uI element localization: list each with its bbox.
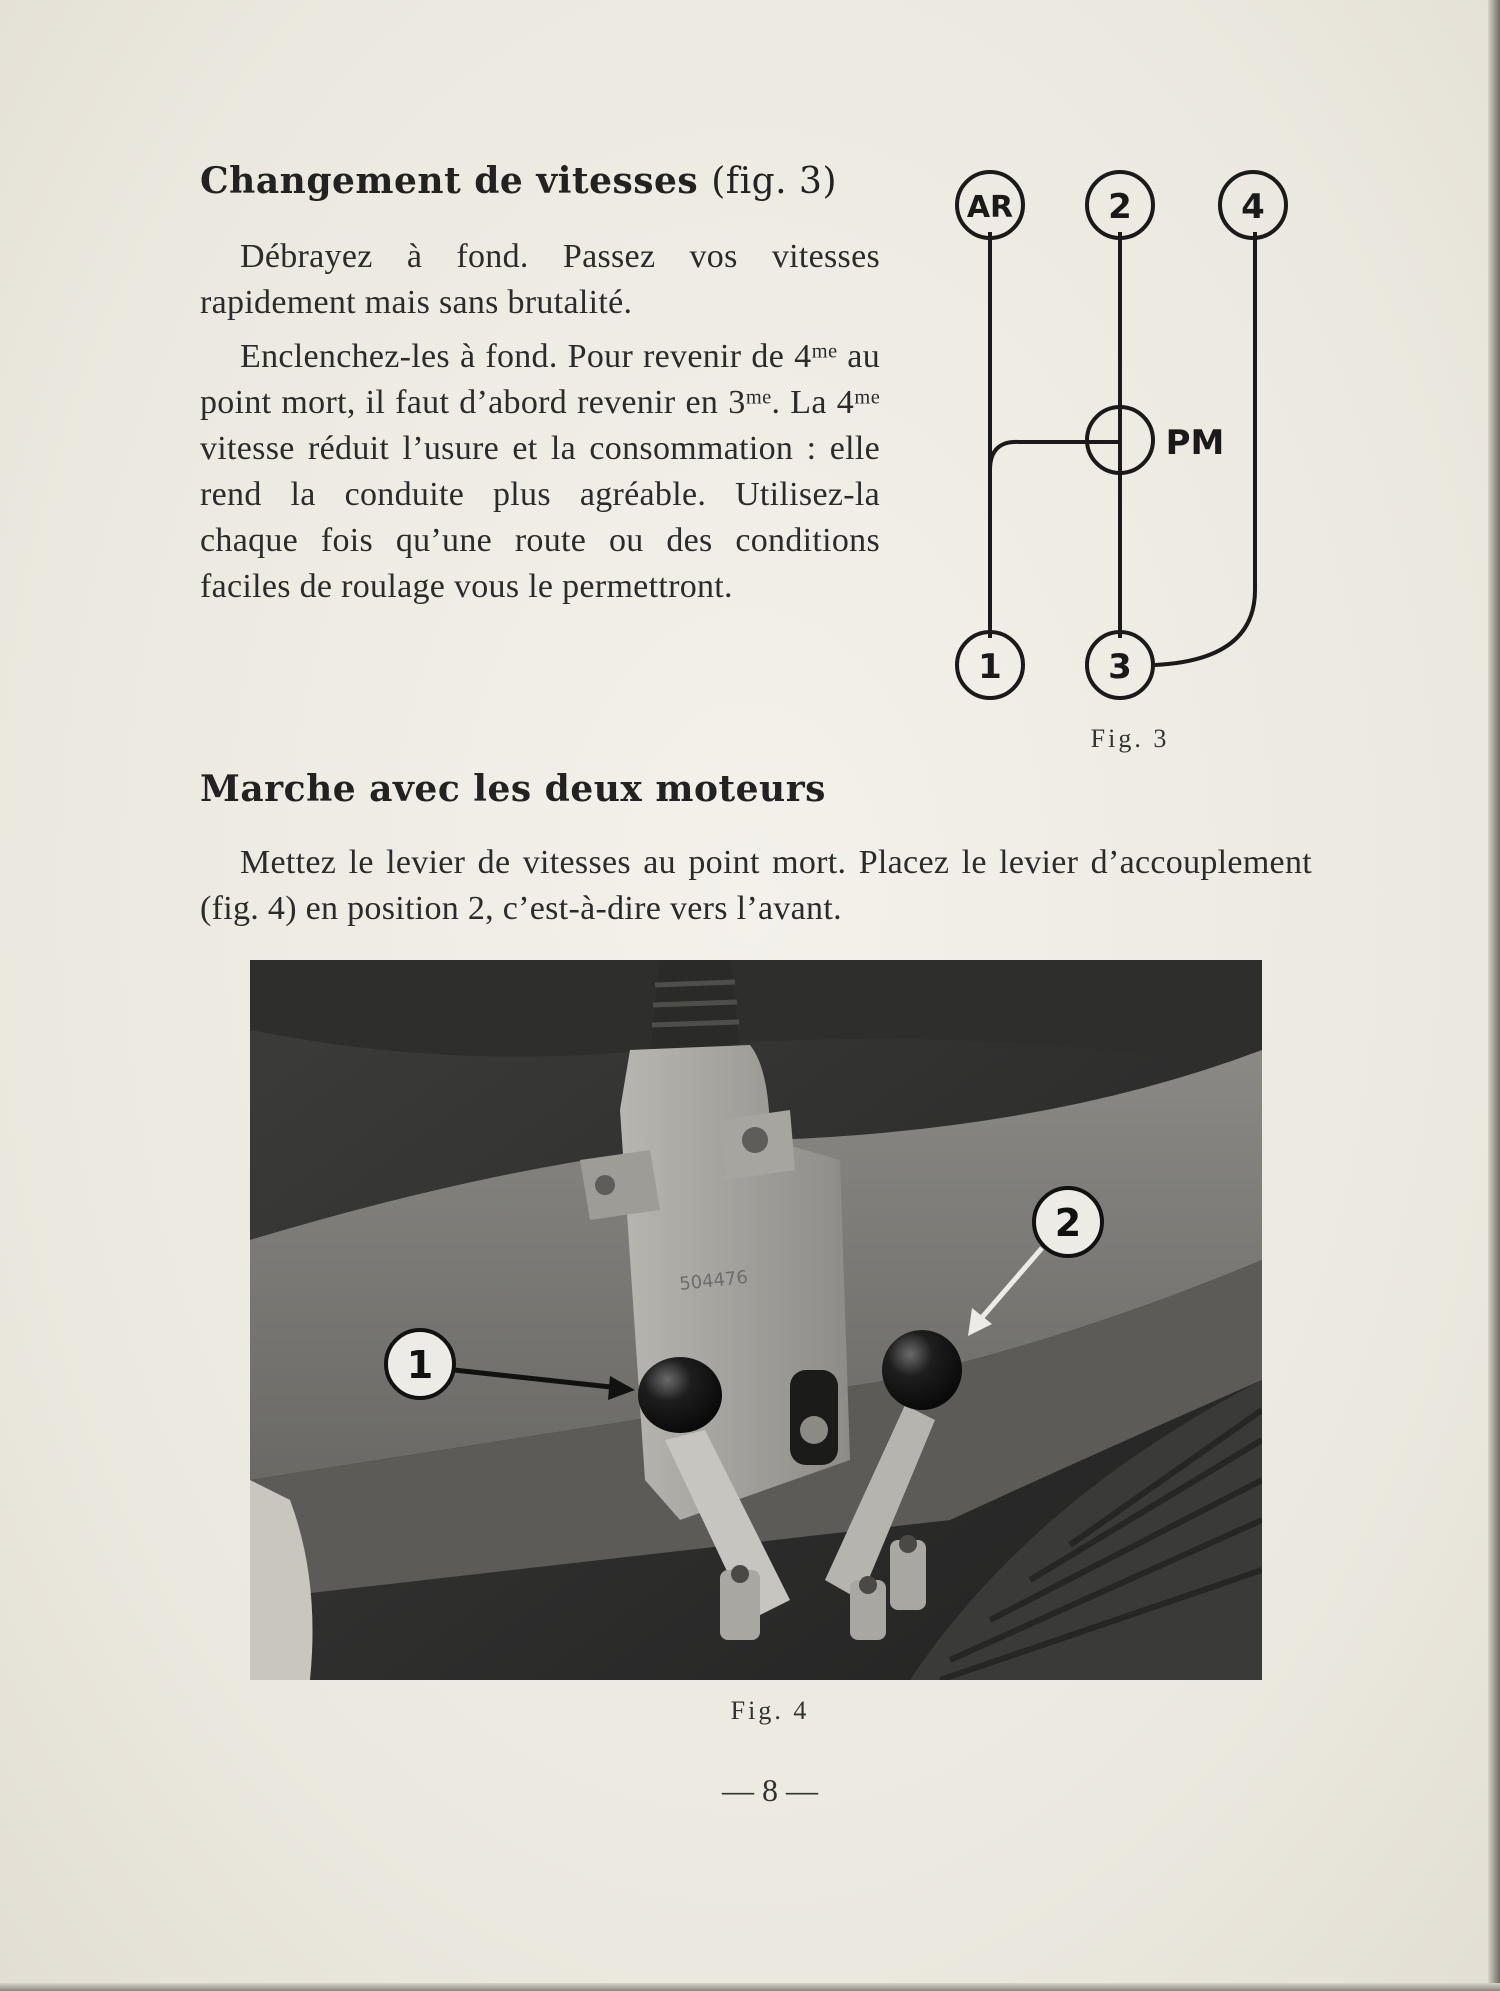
section-heading-gear-change bbox=[200, 160, 870, 202]
gear-label-3: 3 bbox=[1108, 647, 1132, 687]
coupling-lever-photo bbox=[250, 960, 1262, 1680]
gear-label-1: 1 bbox=[978, 647, 1002, 687]
neutral-label: PM bbox=[1165, 423, 1225, 463]
figure-4-caption: Fig. 4 bbox=[730, 1696, 810, 1725]
lever-knob-1 bbox=[638, 1357, 722, 1433]
page-edge-bottom bbox=[0, 1983, 1500, 1991]
page-edge-right bbox=[1488, 0, 1500, 1991]
section-heading-text: Changement de vitesses bbox=[200, 160, 699, 202]
block-stamp: 504476 bbox=[678, 1266, 749, 1295]
figure-3-caption: Fig. 3 bbox=[1090, 724, 1170, 753]
section-heading-two-engines: Marche avec les deux moteurs bbox=[200, 768, 826, 810]
callout-2-label: 2 bbox=[1054, 1201, 1082, 1245]
curve-4-3 bbox=[1155, 590, 1255, 665]
lever-knob-2 bbox=[882, 1330, 962, 1410]
callout-1-label: 1 bbox=[406, 1343, 434, 1387]
paragraph-two-engines: Mettez le levier de vitesses au point mort. Placez le levier d’accouplement (fig. 4) en position 2, c’est-à-dire vers l’avant. bbox=[200, 844, 1312, 927]
gear-label-2: 2 bbox=[1108, 187, 1132, 227]
photo-illustration bbox=[250, 960, 1262, 1680]
paragraph-declutch: Débrayez à fond. Passez vos vitesses rapidement mais sans brutalité. bbox=[200, 238, 880, 321]
gear-shift-diagram bbox=[940, 170, 1300, 720]
gear-label-ar: AR bbox=[966, 190, 1014, 225]
section-heading-ref: (fig. 3) bbox=[711, 161, 837, 202]
paragraph-engage: Enclenchez-les à fond. Pour revenir de 4ᵐᵉ au point mort, il faut d’abord revenir en 3ᵐᵉ. La 4ᵐᵉ vitesse réduit l’usure et la consommation : elle rend la conduite plus agréable. Utilisez-la chaque fois qu’une route ou des conditions faciles de roulage vous le permettront. bbox=[200, 338, 880, 605]
page-number: — 8 — bbox=[722, 1772, 818, 1808]
gear-label-4: 4 bbox=[1241, 187, 1265, 227]
